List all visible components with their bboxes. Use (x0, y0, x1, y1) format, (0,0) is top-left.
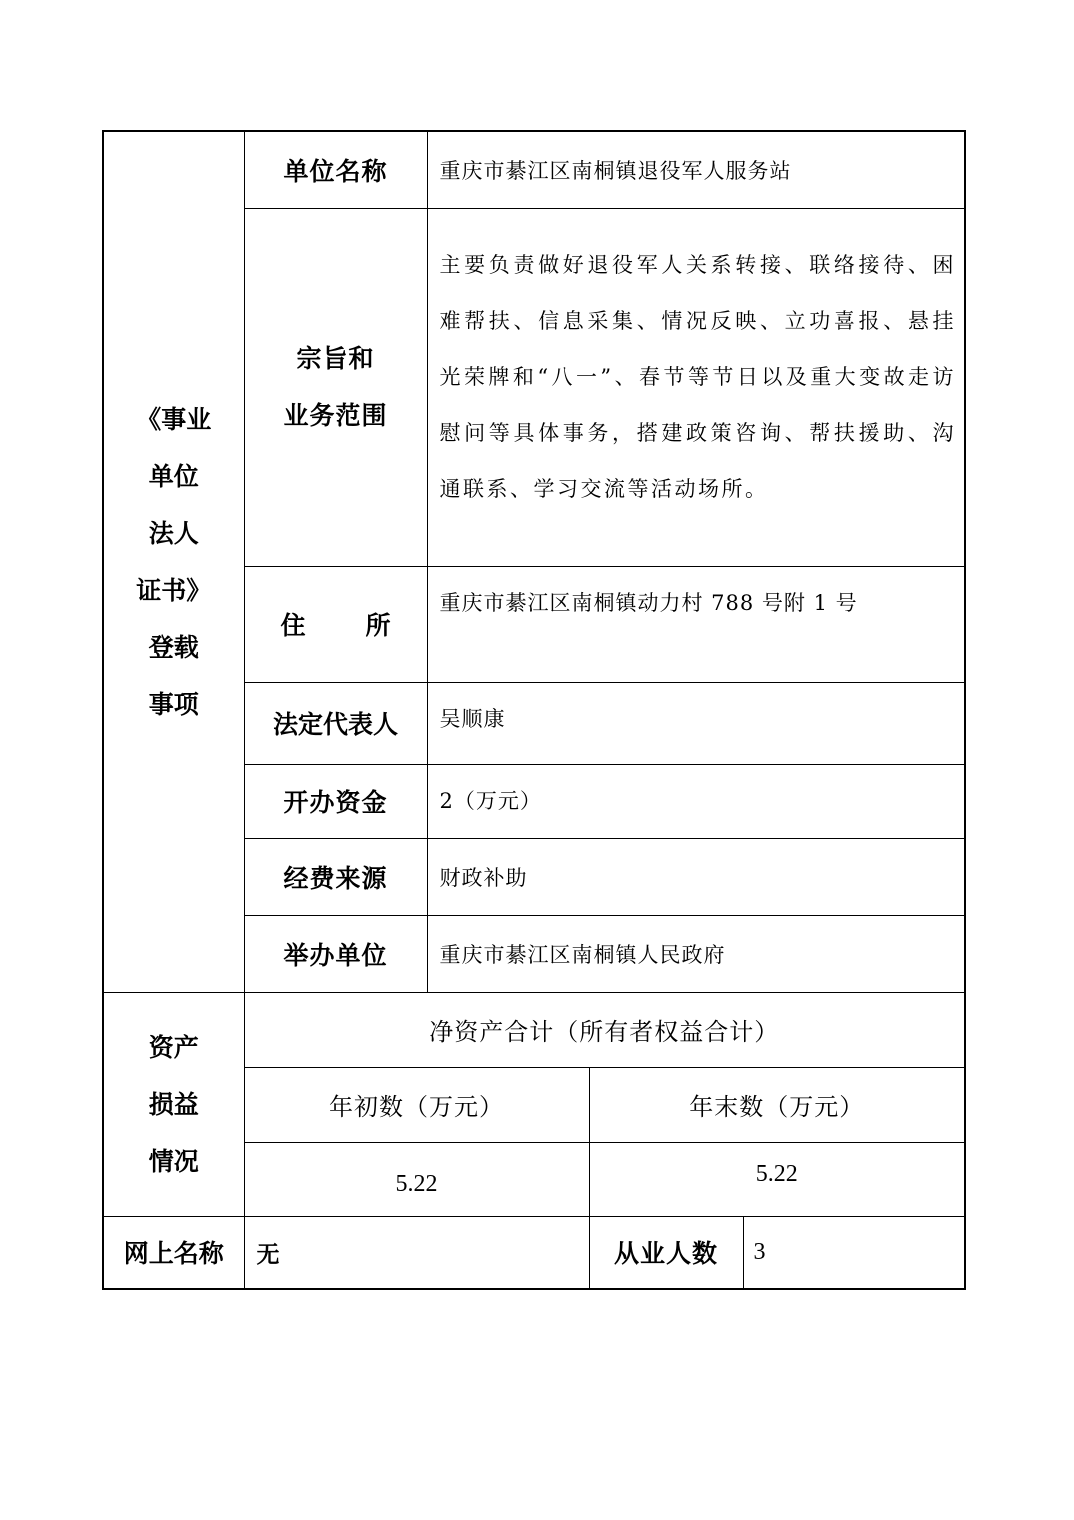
registration-side-label (103, 131, 244, 992)
side-line: 证书》 (136, 575, 212, 605)
address-label-char2: 所 (365, 611, 391, 640)
address-label (244, 566, 427, 682)
purpose-value-cell (427, 208, 965, 566)
capital-value: 2（万元） (427, 764, 965, 838)
funding-value: 财政补助 (427, 838, 965, 915)
side-line: 法人 (148, 518, 199, 548)
end-label: 年末数（万元） (589, 1067, 965, 1142)
legal-rep-label: 法定代表人 (244, 682, 427, 764)
side-line: 损益 (148, 1089, 199, 1119)
online-name-value: 无 (244, 1216, 589, 1289)
side-line: 事项 (148, 689, 199, 719)
legal-rep-value: 吴顺康 (427, 682, 965, 764)
purpose-value: 主要负责做好退役军人关系转接、联络接待、困难帮扶、信息采集、情况反映、立功喜报、悬挂光荣牌和“八一”、春节等节日以及重大变故走访慰问等具体事务，搭建政策咨询、帮扶援助、沟通联系、学习交流等活动场所。 (439, 252, 957, 501)
purpose-label-line2: 业务范围 (283, 401, 388, 430)
unit-name-label: 单位名称 (244, 131, 427, 208)
unit-name-value: 重庆市綦江区南桐镇退役军人服务站 (427, 131, 965, 208)
begin-value: 5.22 (244, 1142, 589, 1216)
net-assets-header: 净资产合计（所有者权益合计） (244, 992, 965, 1067)
begin-label: 年初数（万元） (244, 1067, 589, 1142)
sponsor-label: 举办单位 (244, 915, 427, 992)
address-label-char1: 住 (280, 611, 306, 640)
side-line: 情况 (148, 1146, 199, 1176)
address-value: 重庆市綦江区南桐镇动力村 788 号附 1 号 (427, 566, 965, 682)
sponsor-value: 重庆市綦江区南桐镇人民政府 (427, 915, 965, 992)
purpose-label-line1: 宗旨和 (296, 344, 375, 373)
capital-label: 开办资金 (244, 764, 427, 838)
side-line: 登载 (148, 632, 199, 662)
assets-side-label (103, 992, 244, 1216)
end-value: 5.22 (589, 1142, 965, 1216)
side-line: 单位 (148, 461, 199, 491)
online-name-label: 网上名称 (103, 1216, 244, 1289)
side-line: 资产 (148, 1032, 199, 1062)
staff-value: 3 (743, 1216, 965, 1289)
funding-label: 经费来源 (244, 838, 427, 915)
registration-table (102, 130, 966, 1290)
purpose-label (244, 208, 427, 566)
side-line: 《事业 (136, 404, 212, 434)
staff-label: 从业人数 (589, 1216, 743, 1289)
